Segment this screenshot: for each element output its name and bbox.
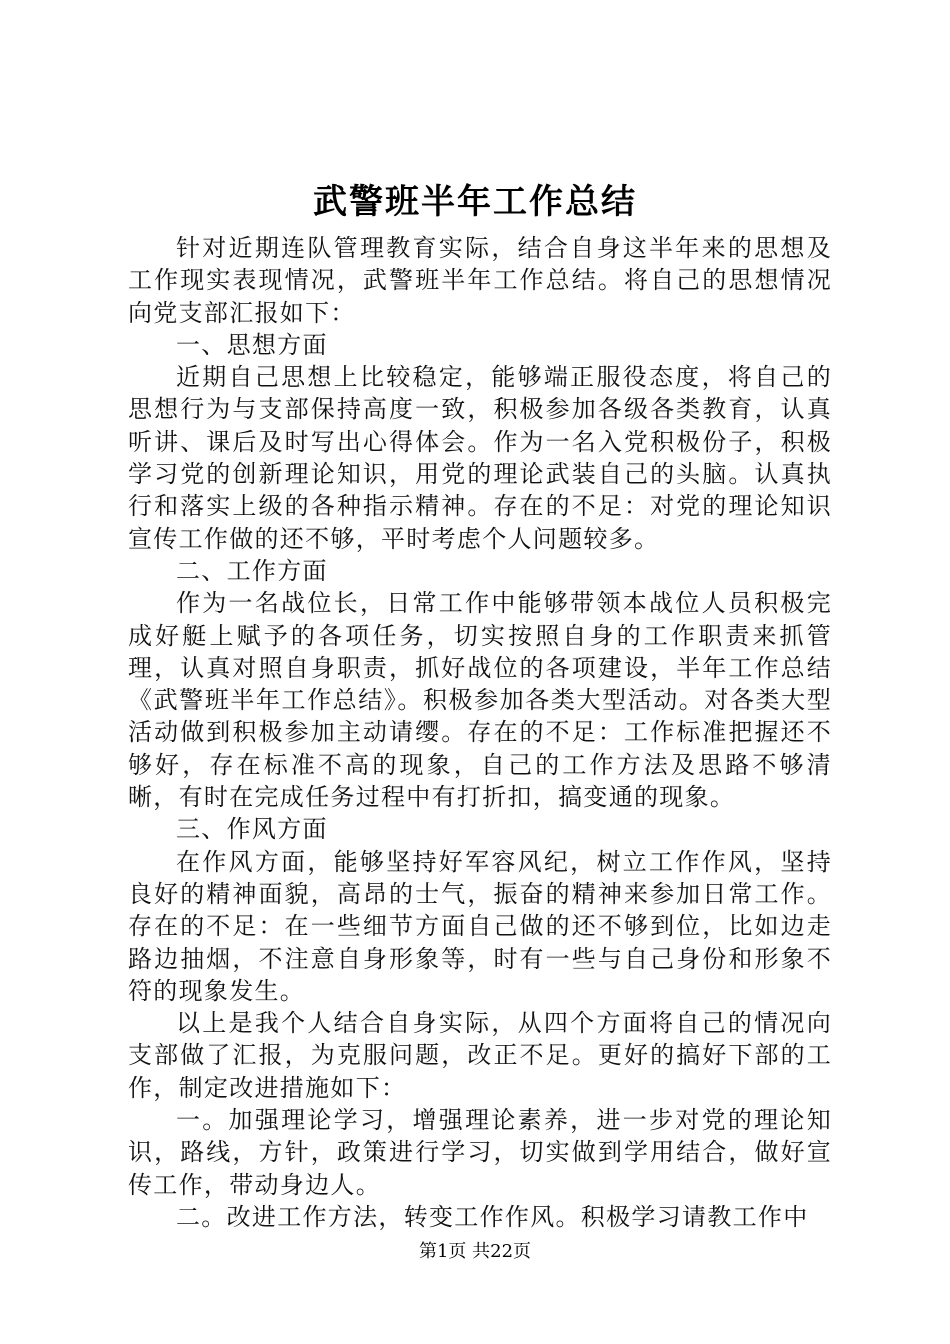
measure-item-2: 二。改进工作方法，转变工作作风。积极学习请教工作中 bbox=[176, 1202, 809, 1231]
paragraph-intro: 针对近期连队管理教育实际，结合自身这半年来的思想及工作现实表现情况，武警班半年工作总结。将自己的思想情况向党支部汇报如下： bbox=[128, 234, 832, 327]
paragraph-work: 作为一名战位长，日常工作中能够带领本战位人员积极完成好艇上赋予的各项任务，切实按照自身的工作职责来抓管理，认真对照自身职责，抓好战位的各项建设，半年工作总结《武警班半年工作总结》。积极参加各类大型活动。对各类大型活动做到积极参加主动请缨。存在的不足：工作标准把握还不够好，存在标准不高的现象，自己的工作方法及思路不够清晰，有时在完成任务过程中有打折扣，搞变通的现象。 bbox=[128, 589, 832, 812]
document-title: 武警班半年工作总结 bbox=[313, 182, 637, 222]
document-body bbox=[128, 232, 832, 1233]
section-heading-work: 二、工作方面 bbox=[176, 556, 328, 585]
page-footer: 第1页 共22页 bbox=[418, 1241, 532, 1262]
measure-item-1: 一。加强理论学习，增强理论素养，进一步对党的理论知识，路线，方针，政策进行学习，切实做到学用结合，做好宣传工作，带动身边人。 bbox=[128, 1106, 832, 1199]
paragraph-thought: 近期自己思想上比较稳定，能够端正服役态度，将自己的思想行为与支部保持高度一致，积极参加各级各类教育，认真听讲、课后及时写出心得体会。作为一名入党积极份子，积极学习党的创新理论知识，用党的理论武装自己的头脑。认真执行和落实上级的各种指示精神。存在的不足：对党的理论知识宣传工作做的还不够，平时考虑个人问题较多。 bbox=[128, 363, 832, 553]
section-heading-style: 三、作风方面 bbox=[176, 815, 328, 844]
section-heading-thought: 一、思想方面 bbox=[176, 330, 328, 359]
paragraph-style: 在作风方面，能够坚持好军容风纪，树立工作作风，坚持良好的精神面貌，高昂的士气，振奋的精神来参加日常工作。存在的不足：在一些细节方面自己做的还不够到位，比如边走路边抽烟，不注意自身形象等，时有一些与自己身份和形象不符的现象发生。 bbox=[128, 847, 832, 1005]
paragraph-summary: 以上是我个人结合自身实际，从四个方面将自己的情况向支部做了汇报，为克服问题，改正不足。更好的搞好下部的工作，制定改进措施如下： bbox=[128, 1009, 832, 1102]
